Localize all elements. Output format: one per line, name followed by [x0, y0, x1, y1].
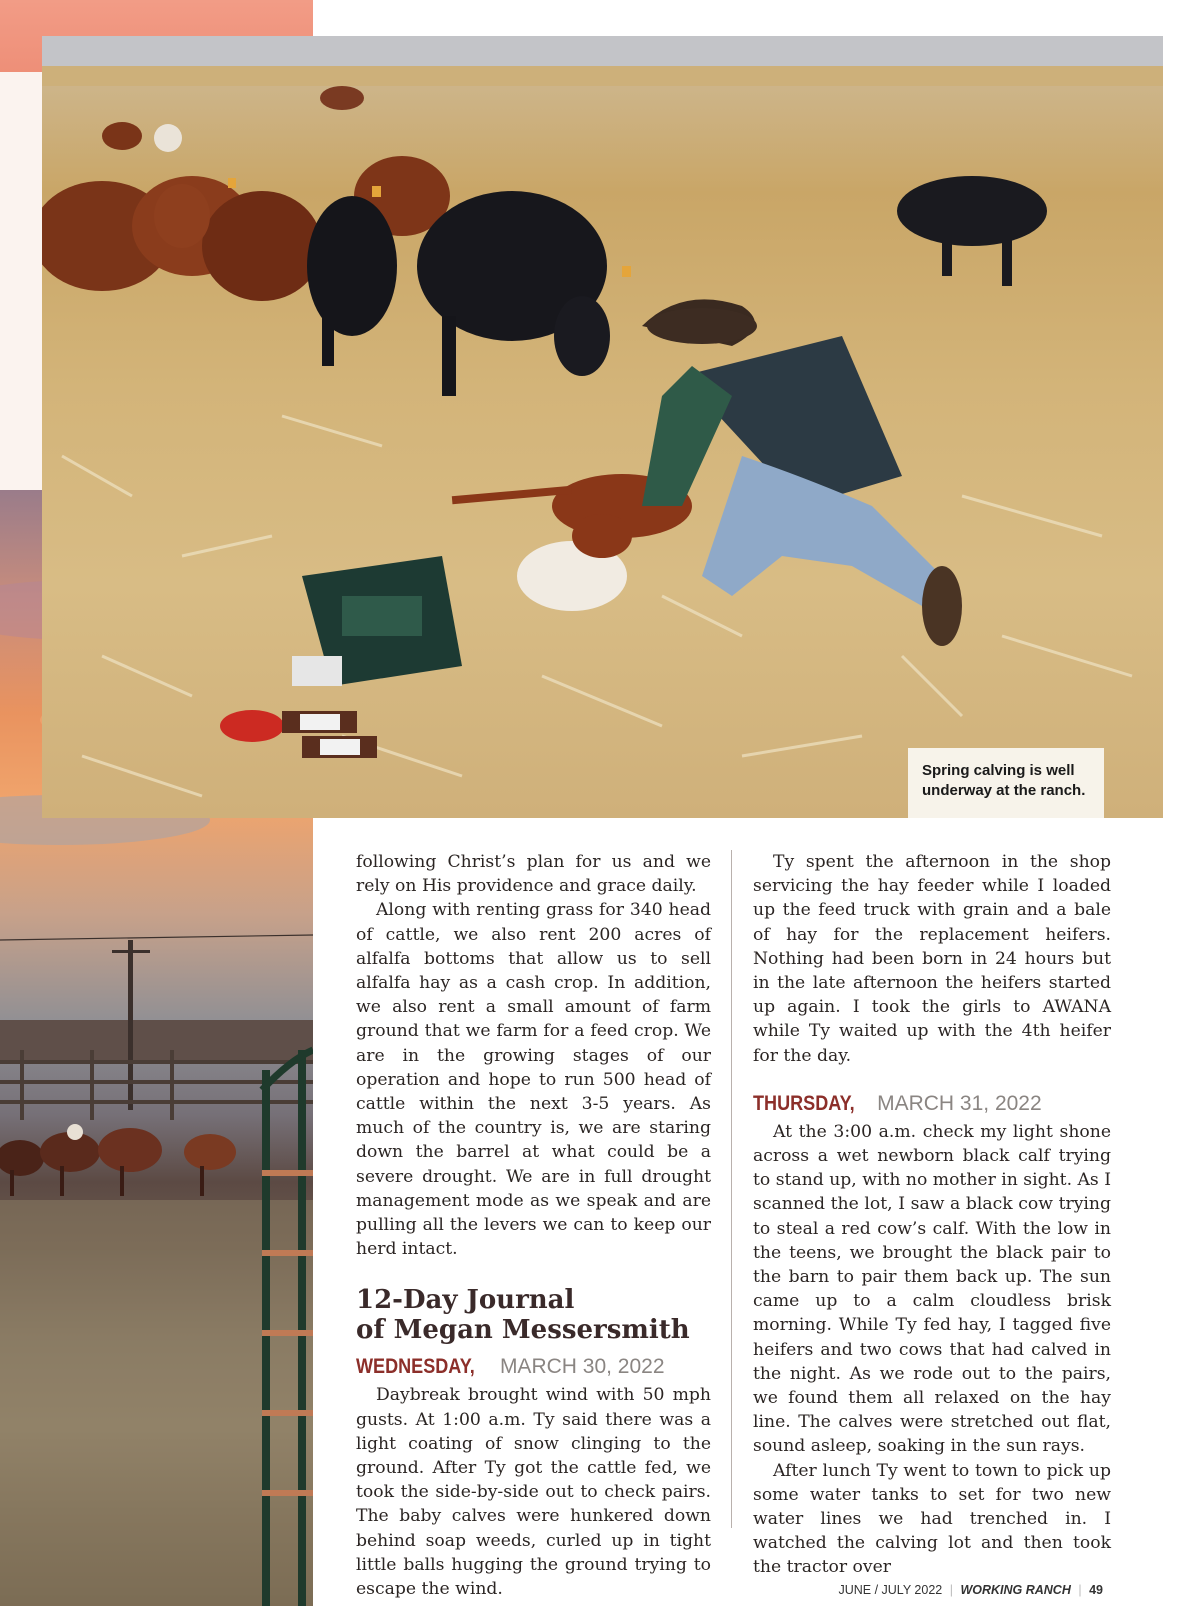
body-paragraph: Along with renting grass for 340 head of cattle, we also rent 200 acres of alfalfa bottoms that allow us to sell alfalfa hay as a cash crop. In addition, we also rent a small amount of farm ground that we farm for a feed crop. We are in the growing stages of our operation and hope to run 500 head of cattle within the next 3-5 years. As much of the country is, we are staring down the barrel at what could be a severe drought. We are in full drought management mode as we speak and are pulling all the levers we can to keep our herd intact. [356, 900, 711, 1260]
journal-title-line-2: of Megan Messersmith [356, 1315, 690, 1346]
publication-name: WORKING RANCH [960, 1583, 1071, 1597]
issue-date: JUNE / JULY 2022 [838, 1583, 943, 1597]
day-name: THURSDAY, [753, 1091, 855, 1115]
right-text-column [753, 850, 1111, 1580]
left-text-column [356, 850, 711, 1601]
body-paragraph: After lunch Ty went to town to pick up some water tanks to set for two new water lines we had trenched in. I watched the calving lot and then took the tractor over [753, 1460, 1111, 1578]
day-date: MARCH 31, 2022 [877, 1091, 1042, 1115]
caption-line-1: Spring calving is well [922, 762, 1075, 779]
body-paragraph: following Christ’s plan for us and we rely on His providence and grace daily. [356, 852, 711, 897]
footer-separator: | [949, 1583, 953, 1597]
body-paragraph: At the 3:00 a.m. check my light shone across a wet newborn black calf trying to stand up, with no mother in sight. As I scanned the lot, I saw a black cow trying to steal a red cow’s calf. With the low in the teens, we brought the black pair to the barn to pair them back up. The sun came up to a calm cloudless brisk morning. While Ty fed hay, I tagged five heifers and two cows that had calved in the night. As we rode out to the pairs, we found them all relaxed on the hay line. The calves were stretched out flat, sound asleep, soaking in the sun rays. [753, 1121, 1111, 1457]
footer-separator: | [1078, 1583, 1082, 1597]
calving-photo [42, 36, 1163, 818]
thursday-heading [753, 1090, 1111, 1118]
page-footer [838, 1583, 1103, 1597]
photo-caption [908, 748, 1104, 818]
body-paragraph: Daybreak brought wind with 50 mph gusts. At 1:00 a.m. Ty said there was a light coating of snow clinging to the ground. After Ty got the cattle fed, we took the side-by-side out to check pairs. The baby calves were hunkered down behind soap weeds, curled up in tight little balls hugging the ground trying to escape the wind. [356, 1385, 711, 1600]
column-divider [731, 850, 732, 1528]
body-paragraph: Ty spent the afternoon in the shop servicing the hay feeder while I loaded up the feed truck with grain and a bale of hay for the replacement heifers. Nothing had been born in 24 hours but in the late afternoon the heifers started up again. I took the girls to AWANA while Ty waited up with the 4th heifer for the day. [753, 852, 1111, 1066]
day-name: WEDNESDAY, [356, 1355, 475, 1379]
journal-title [356, 1285, 711, 1345]
wednesday-heading [356, 1353, 711, 1381]
day-date: MARCH 30, 2022 [499, 1355, 665, 1379]
caption-line-2: underway at the ranch. [922, 782, 1086, 799]
journal-title-line-1: 12-Day Journal [356, 1285, 575, 1316]
page-number: 49 [1089, 1583, 1103, 1597]
